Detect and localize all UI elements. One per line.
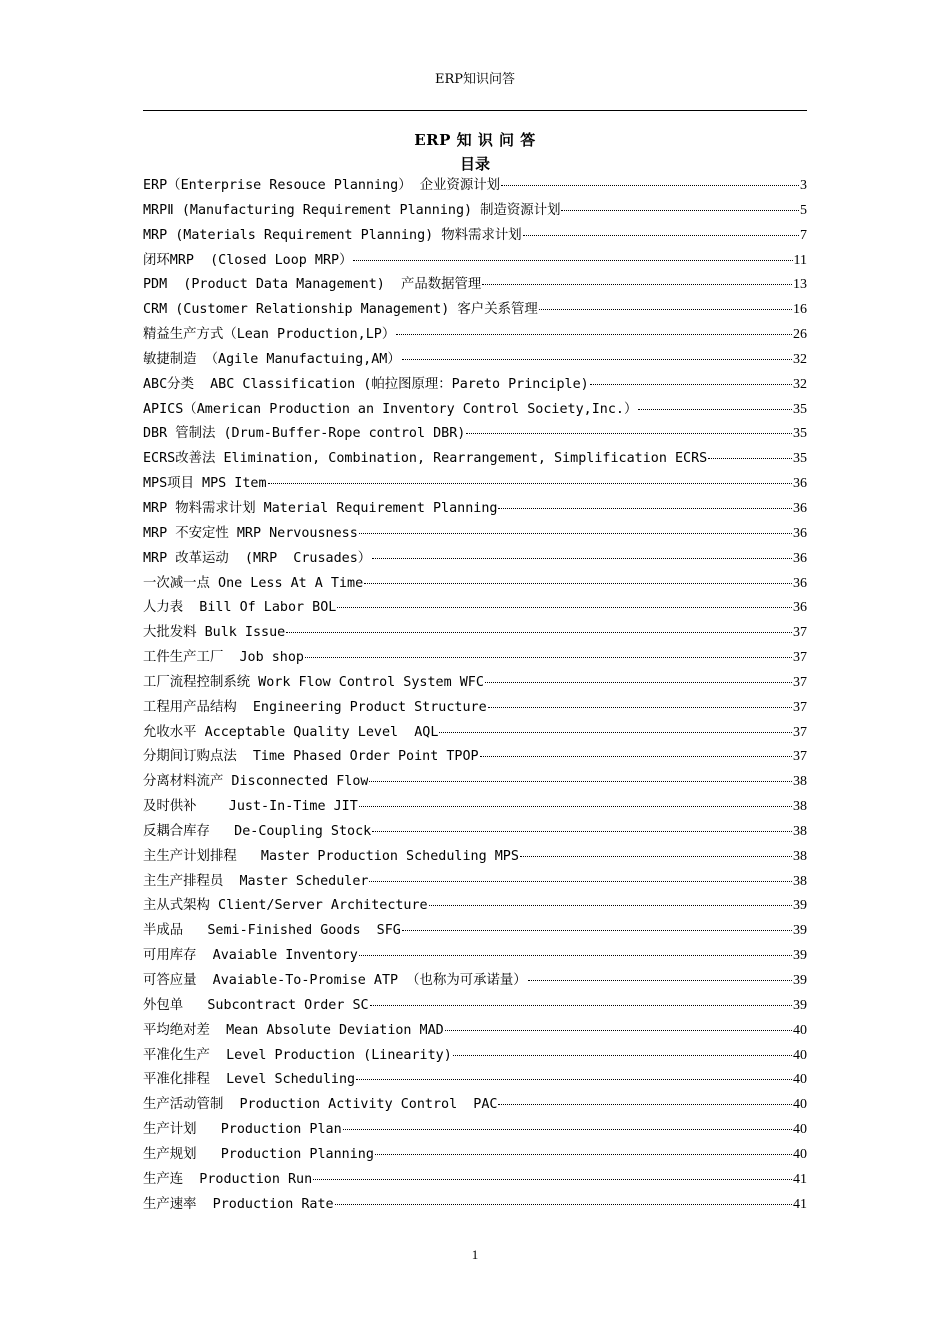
toc-entry-title: 生产连 Production Run <box>143 1171 313 1187</box>
toc-heading: 目录 <box>459 155 490 173</box>
toc-dot-leader <box>638 409 792 410</box>
toc-dot-leader <box>305 657 792 658</box>
toc-entry-title: 分期间订购点法 Time Phased Order Point TPOP <box>143 749 479 765</box>
toc-entry-page: 7 <box>800 227 807 243</box>
toc-entry-title: ABC分类 ABC Classification (帕拉图原理：Pareto Principle) <box>143 376 589 392</box>
toc-entry-title: 闭环MRP (Closed Loop MRP） <box>143 252 353 268</box>
toc-entry[interactable] <box>143 894 807 919</box>
page-number: 1 <box>471 1247 479 1262</box>
toc-entry[interactable] <box>143 994 807 1019</box>
toc-entry-title: 主从式架构 Client/Server Architecture <box>143 898 428 914</box>
toc-entry-title: 工厂流程控制系统 Work Flow Control System WFC <box>143 674 484 690</box>
toc-entry-page: 38 <box>793 873 807 889</box>
toc-dot-leader <box>429 905 792 906</box>
toc-entry[interactable] <box>143 1019 807 1044</box>
toc-dot-leader <box>402 930 792 931</box>
toc-entry[interactable] <box>143 870 807 895</box>
toc-dot-leader <box>498 508 792 509</box>
toc-entry[interactable] <box>143 1168 807 1193</box>
toc-entry-page: 38 <box>793 799 807 815</box>
toc-entry-page: 11 <box>793 252 807 268</box>
toc-entry[interactable] <box>143 1143 807 1168</box>
document-title: ERP 知 识 问 答 <box>414 131 536 149</box>
toc-entry-page: 38 <box>793 774 807 790</box>
toc-entry-page: 37 <box>793 699 807 715</box>
toc-entry[interactable] <box>143 969 807 994</box>
toc-entry[interactable] <box>143 1044 807 1069</box>
toc-entry-title: 外包单 Subcontract Order SC <box>143 997 369 1013</box>
toc-entry[interactable] <box>143 845 807 870</box>
toc-entry-page: 40 <box>793 1047 807 1063</box>
toc-entry-page: 37 <box>793 625 807 641</box>
toc-entry-title: 可用库存 Avaiable Inventory <box>143 948 358 964</box>
toc-dot-leader <box>372 558 792 559</box>
toc-entry[interactable] <box>143 820 807 845</box>
toc-entry-page: 37 <box>793 749 807 765</box>
toc-entry-page: 16 <box>793 302 807 318</box>
toc-dot-leader <box>480 756 792 757</box>
toc-entry-title: MRP 改革运动 (MRP Crusades） <box>143 550 372 566</box>
toc-entry[interactable] <box>143 1068 807 1093</box>
toc-dot-leader <box>501 185 799 186</box>
toc-entry-title: MPS项目 MPS Item <box>143 476 267 492</box>
toc-dot-leader <box>445 1030 792 1031</box>
toc-entry[interactable] <box>143 522 807 547</box>
toc-entry-page: 35 <box>793 451 807 467</box>
toc-entry[interactable] <box>143 770 807 795</box>
toc-dot-leader <box>520 856 792 857</box>
toc-dot-leader <box>353 260 792 261</box>
toc-entry-page: 37 <box>793 650 807 666</box>
toc-entry-page: 40 <box>793 1072 807 1088</box>
toc-entry-title: 主生产排程员 Master Scheduler <box>143 873 369 889</box>
toc-entry[interactable] <box>143 224 807 249</box>
toc-entry-title: 平准化生产 Level Production (Linearity) <box>143 1047 452 1063</box>
toc-entry-page: 32 <box>793 376 807 392</box>
toc-entry-title: 半成品 Semi-Finished Goods SFG <box>143 923 401 939</box>
toc-entry-page: 3 <box>800 178 807 193</box>
toc-entry-title: 精益生产方式（Lean Production,LP） <box>143 327 396 343</box>
toc-entry-page: 40 <box>793 1097 807 1113</box>
table-of-contents <box>143 174 807 1217</box>
toc-dot-leader <box>335 1204 792 1205</box>
toc-entry-page: 40 <box>793 1022 807 1038</box>
toc-entry-page: 40 <box>793 1122 807 1138</box>
toc-entry-title: 平准化排程 Level Scheduling <box>143 1072 356 1088</box>
toc-entry-title: ERP（Enterprise Resouce Planning） 企业资源计划 <box>143 178 501 193</box>
toc-entry-title: 可答应量 Avaiable-To-Promise ATP （也称为可承诺量） <box>143 973 527 988</box>
toc-entry-page: 38 <box>793 848 807 864</box>
toc-entry-title: 反耦合库存 De-Coupling Stock <box>143 823 372 839</box>
toc-dot-leader <box>369 781 792 782</box>
toc-entry[interactable] <box>143 422 807 447</box>
toc-dot-leader <box>337 607 792 608</box>
toc-dot-leader <box>268 483 792 484</box>
toc-dot-leader <box>396 334 792 335</box>
toc-dot-leader <box>539 309 792 310</box>
toc-dot-leader <box>488 707 792 708</box>
toc-entry-page: 13 <box>793 277 807 293</box>
toc-dot-leader <box>359 806 792 807</box>
running-header: ERP知识问答 <box>434 72 516 87</box>
toc-entry-title: 生产规划 Production Planning <box>143 1146 374 1162</box>
toc-dot-leader <box>359 955 792 956</box>
toc-entry[interactable] <box>143 547 807 572</box>
toc-dot-leader <box>453 1055 792 1056</box>
toc-entry[interactable] <box>143 696 807 721</box>
toc-dot-leader <box>343 1129 792 1130</box>
toc-entry-page: 39 <box>793 923 807 939</box>
header-rule <box>143 110 807 111</box>
toc-entry[interactable] <box>143 671 807 696</box>
toc-dot-leader <box>356 1079 792 1080</box>
toc-entry-page: 39 <box>793 973 807 988</box>
toc-entry-title: 生产计划 Production Plan <box>143 1122 342 1138</box>
toc-entry-title: MRP (Materials Requirement Planning) 物料需求计划 <box>143 227 522 243</box>
toc-entry-page: 41 <box>793 1196 807 1212</box>
toc-dot-leader <box>359 533 792 534</box>
toc-entry[interactable] <box>143 596 807 621</box>
toc-entry-page: 39 <box>793 898 807 914</box>
toc-entry-title: 生产活动管制 Production Activity Control PAC <box>143 1097 498 1113</box>
toc-entry-title: 允收水平 Acceptable Quality Level AQL <box>143 724 439 740</box>
toc-entry[interactable] <box>143 745 807 770</box>
toc-dot-leader <box>372 831 792 832</box>
toc-entry[interactable] <box>143 795 807 820</box>
toc-dot-leader <box>528 980 792 981</box>
toc-entry-page: 36 <box>793 550 807 566</box>
toc-entry-title: 敏捷制造 （Agile Manufactuing,AM） <box>143 351 401 367</box>
toc-dot-leader <box>485 682 792 683</box>
toc-entry[interactable] <box>143 398 807 423</box>
toc-entry-page: 37 <box>793 724 807 740</box>
toc-dot-leader <box>708 458 792 459</box>
toc-entry-page: 36 <box>793 600 807 616</box>
toc-entry-page: 36 <box>793 525 807 541</box>
toc-dot-leader <box>364 583 792 584</box>
toc-dot-leader <box>466 433 792 434</box>
toc-entry[interactable] <box>143 572 807 597</box>
toc-entry-title: 主生产计划排程 Master Production Scheduling MPS <box>143 848 519 864</box>
toc-entry[interactable] <box>143 721 807 746</box>
toc-entry[interactable] <box>143 273 807 298</box>
toc-entry-title: CRM (Customer Relationship Management) 客户关系管理 <box>143 302 538 318</box>
toc-entry-page: 5 <box>800 202 807 218</box>
toc-entry[interactable] <box>143 1118 807 1143</box>
toc-entry[interactable] <box>143 199 807 224</box>
toc-entry-title: MRP 物料需求计划 Material Requirement Planning <box>143 500 498 516</box>
toc-dot-leader <box>313 1179 792 1180</box>
toc-entry[interactable] <box>143 1093 807 1118</box>
toc-entry[interactable] <box>143 646 807 671</box>
toc-entry-title: 一次减一点 One Less At A Time <box>143 575 364 591</box>
toc-dot-leader <box>402 359 792 360</box>
toc-entry-title: PDM (Product Data Management) 产品数据管理 <box>143 277 482 293</box>
toc-dot-leader <box>439 732 792 733</box>
toc-dot-leader <box>482 284 792 285</box>
toc-entry-title: ECRS改善法 Elimination, Combination, Rearrangement, Simplification ECRS <box>143 451 708 467</box>
toc-entry[interactable] <box>143 174 807 199</box>
toc-entry-page: 39 <box>793 948 807 964</box>
toc-entry-page: 35 <box>793 426 807 442</box>
toc-entry[interactable] <box>143 919 807 944</box>
toc-entry[interactable] <box>143 447 807 472</box>
toc-entry-page: 36 <box>793 575 807 591</box>
toc-entry[interactable] <box>143 472 807 497</box>
toc-entry-title: 平均绝对差 Mean Absolute Deviation MAD <box>143 1022 444 1038</box>
toc-entry-title: 生产速率 Production Rate <box>143 1196 334 1212</box>
toc-dot-leader <box>370 1005 792 1006</box>
toc-dot-leader <box>369 881 792 882</box>
toc-entry-page: 36 <box>793 476 807 492</box>
toc-entry[interactable] <box>143 944 807 969</box>
toc-entry[interactable] <box>143 1193 807 1218</box>
toc-entry[interactable] <box>143 323 807 348</box>
toc-entry-title: APICS（American Production an Inventory Control Society,Inc.） <box>143 401 638 417</box>
toc-entry[interactable] <box>143 298 807 323</box>
toc-entry-page: 35 <box>793 401 807 417</box>
toc-dot-leader <box>561 210 799 211</box>
toc-dot-leader <box>375 1154 792 1155</box>
toc-entry-title: MRPⅡ (Manufacturing Requirement Planning) 制造资源计划 <box>143 202 561 218</box>
toc-dot-leader <box>498 1104 792 1105</box>
toc-entry-page: 32 <box>793 351 807 367</box>
toc-entry[interactable] <box>143 373 807 398</box>
toc-entry-page: 41 <box>793 1171 807 1187</box>
toc-dot-leader <box>286 632 792 633</box>
toc-entry-page: 40 <box>793 1146 807 1162</box>
toc-entry-page: 26 <box>793 327 807 343</box>
toc-entry[interactable] <box>143 497 807 522</box>
toc-entry[interactable] <box>143 348 807 373</box>
toc-entry[interactable] <box>143 249 807 274</box>
toc-entry-title: 人力表 Bill Of Labor BOL <box>143 600 337 616</box>
toc-entry-title: DBR 管制法 (Drum-Buffer-Rope control DBR) <box>143 426 466 442</box>
toc-entry-title: 及时供补 Just-In-Time JIT <box>143 799 358 815</box>
toc-entry-title: 工件生产工厂 Job shop <box>143 650 304 666</box>
toc-entry-page: 36 <box>793 500 807 516</box>
toc-entry-page: 39 <box>793 997 807 1013</box>
toc-dot-leader <box>590 384 792 385</box>
toc-dot-leader <box>523 235 799 236</box>
toc-entry[interactable] <box>143 621 807 646</box>
toc-entry-page: 38 <box>793 823 807 839</box>
toc-entry-title: 大批发料 Bulk Issue <box>143 625 286 641</box>
toc-entry-title: 分离材料流产 Disconnected Flow <box>143 774 369 790</box>
toc-entry-page: 37 <box>793 674 807 690</box>
toc-entry-title: MRP 不安定性 MRP Nervousness <box>143 525 358 541</box>
toc-entry-title: 工程用产品结构 Engineering Product Structure <box>143 699 487 715</box>
